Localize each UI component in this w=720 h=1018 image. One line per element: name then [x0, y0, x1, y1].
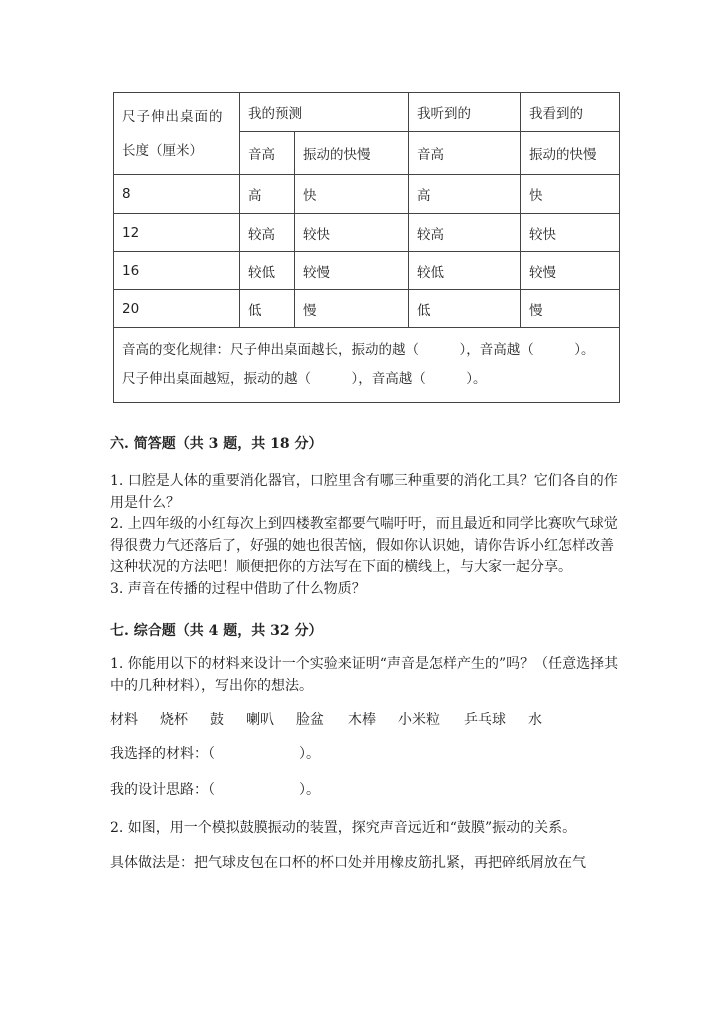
- header-predict: 我的预测: [240, 93, 409, 132]
- cell-predict-vib: 较快: [295, 214, 409, 252]
- table-row: [114, 290, 620, 328]
- cell-predict-vib: 较慢: [295, 252, 409, 290]
- cell-length: 16: [114, 252, 240, 290]
- cell-seen-vib: 快: [521, 175, 620, 214]
- header-seen: 我看到的: [521, 93, 620, 132]
- pitch-rule-cell: [114, 328, 620, 403]
- cell-predict-pitch: 高: [240, 175, 295, 214]
- material-item: 烧杯: [160, 712, 188, 728]
- cell-predict-pitch: 较低: [240, 252, 295, 290]
- material-item: 鼓: [210, 712, 224, 728]
- cell-heard-pitch: 较低: [409, 252, 521, 290]
- rule-line2: 尺子伸出桌面越短，振动的越（ ），音高越（ ）。: [122, 371, 487, 387]
- sub-vib-seen: 振动的快慢: [521, 132, 620, 175]
- cell-length: 12: [114, 214, 240, 252]
- s7-question2: 2. 如图，用一个模拟鼓膜振动的装置，探究声音远近和“鼓膜”振动的关系。: [110, 820, 577, 836]
- section7-title: 七. 综合题（共 4 题，共 32 分）: [110, 623, 323, 639]
- material-item: 木棒: [348, 712, 376, 728]
- s7-question2-method: 具体做法是：把气球皮包在口杯的杯口处并用橡皮筋扎紧，再把碎纸屑放在气: [110, 855, 586, 871]
- sub-pitch-predict: 音高: [240, 132, 295, 175]
- header-length-line2: 长度（厘米）: [122, 142, 203, 159]
- rule-line1: 音高的变化规律：尺子伸出桌面越长，振动的越（ ），音高越（ ）。: [122, 342, 595, 358]
- experiment-table: [113, 92, 620, 403]
- table-row: [114, 214, 620, 252]
- material-item: 小米粒: [398, 712, 440, 728]
- materials-list: [110, 709, 548, 729]
- s7-question1: 1. 你能用以下的材料来设计一个实验来证明“声音是怎样产生的”吗？（任意选择其中的几种材料），写出你的想法。: [110, 656, 619, 694]
- sub-vib-predict: 振动的快慢: [295, 132, 409, 175]
- cell-length: 8: [114, 175, 240, 214]
- cell-heard-pitch: 高: [409, 175, 521, 214]
- material-item: 脸盆: [296, 712, 324, 728]
- cell-seen-vib: 较慢: [521, 252, 620, 290]
- cell-predict-pitch: 低: [240, 290, 295, 328]
- cell-predict-pitch: 较高: [240, 214, 295, 252]
- chosen-materials-line: 我选择的材料：（ ）。: [110, 746, 320, 762]
- material-item: 水: [528, 712, 542, 728]
- cell-length: 20: [114, 290, 240, 328]
- s6-question2: 2. 上四年级的小红每次上到四楼教室都要气喘吁吁，而且最近和同学比赛吹气球觉得很费力气还落后了，好强的她也很苦恼，假如你认识她，请你告诉小红怎样改善这种状况的方法吧！顺便把你的方法写在下面的横线上，与大家一起分享。: [110, 516, 618, 575]
- sub-pitch-heard: 音高: [409, 132, 521, 175]
- material-item: 乒乓球: [464, 712, 506, 728]
- cell-heard-pitch: 低: [409, 290, 521, 328]
- cell-seen-vib: 较快: [521, 214, 620, 252]
- header-heard: 我听到的: [409, 93, 521, 132]
- header-length: [114, 93, 240, 175]
- cell-predict-vib: 快: [295, 175, 409, 214]
- material-item: 材料: [110, 712, 138, 728]
- cell-seen-vib: 慢: [521, 290, 620, 328]
- section6-title: 六. 简答题（共 3 题，共 18 分）: [110, 436, 323, 452]
- design-idea-line: 我的设计思路：（ ）。: [110, 782, 320, 798]
- s6-question1: 1. 口腔是人体的重要消化器官，口腔里含有哪三种重要的消化工具？它们各自的作用是什么？: [110, 473, 618, 511]
- table-row: [114, 252, 620, 290]
- cell-predict-vib: 慢: [295, 290, 409, 328]
- header-length-line1: 尺子伸出桌面的: [122, 108, 224, 125]
- s6-question3: 3. 声音在传播的过程中借助了什么物质？: [110, 581, 366, 597]
- cell-heard-pitch: 较高: [409, 214, 521, 252]
- material-item: 喇叭: [246, 712, 274, 728]
- table-row: [114, 175, 620, 214]
